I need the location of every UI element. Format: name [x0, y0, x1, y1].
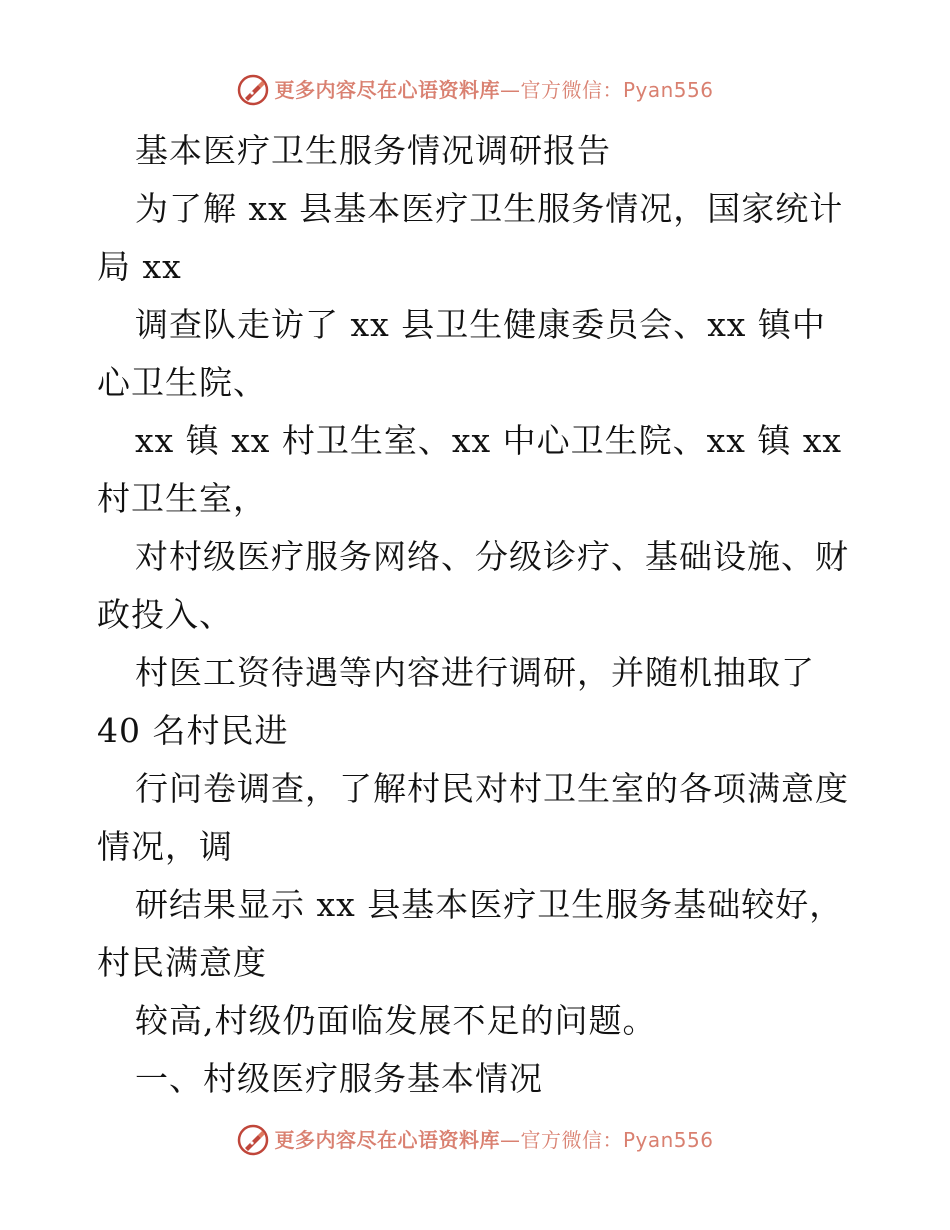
text-line: 政投入、 — [97, 595, 233, 634]
text-line: 局 xx — [97, 247, 182, 286]
text-line: 行问卷调查，了解村民对村卫生室的各项满意度 — [135, 769, 849, 808]
document-title: 基本医疗卫生服务情况调研报告 — [135, 131, 611, 170]
watermark-dash: — — [499, 1128, 521, 1152]
footer-watermark — [0, 1120, 950, 1160]
text-line: 40 名村民进 — [97, 711, 289, 750]
header-watermark — [0, 70, 950, 110]
watermark-text — [274, 80, 713, 100]
pen-logo-icon — [236, 73, 270, 107]
text-line: 较高,村级仍面临发展不足的问题。 — [135, 1001, 657, 1040]
watermark-prefix: 更多内容尽在心语资料库 — [274, 1128, 500, 1152]
text-line: 村医工资待遇等内容进行调研，并随机抽取了 — [135, 653, 815, 692]
watermark-suffix: 官方微信：Pyan556 — [520, 78, 714, 102]
text-line: 村民满意度 — [97, 943, 267, 982]
brand — [236, 1123, 713, 1157]
document-body — [97, 122, 867, 1108]
text-line: 为了解 xx 县基本医疗卫生服务情况，国家统计 — [135, 189, 844, 228]
text-line: 村卫生室， — [97, 479, 267, 518]
text-line: 心卫生院、 — [97, 363, 267, 402]
text-line: 研结果显示 xx 县基本医疗卫生服务基础较好， — [135, 885, 844, 924]
watermark-suffix: 官方微信：Pyan556 — [520, 1128, 714, 1152]
text-line: 对村级医疗服务网络、分级诊疗、基础设施、财 — [135, 537, 849, 576]
text-line: 一、村级医疗服务基本情况 — [135, 1059, 543, 1098]
watermark-dash: — — [499, 78, 521, 102]
text-line: 调查队走访了 xx 县卫生健康委员会、xx 镇中 — [135, 305, 826, 344]
pen-logo-icon — [236, 1123, 270, 1157]
text-line: xx 镇 xx 村卫生室、xx 中心卫生院、xx 镇 xx — [135, 421, 843, 460]
watermark-text — [274, 1130, 713, 1150]
text-line: 情况，调 — [97, 827, 233, 866]
watermark-prefix: 更多内容尽在心语资料库 — [274, 78, 500, 102]
brand — [236, 73, 713, 107]
